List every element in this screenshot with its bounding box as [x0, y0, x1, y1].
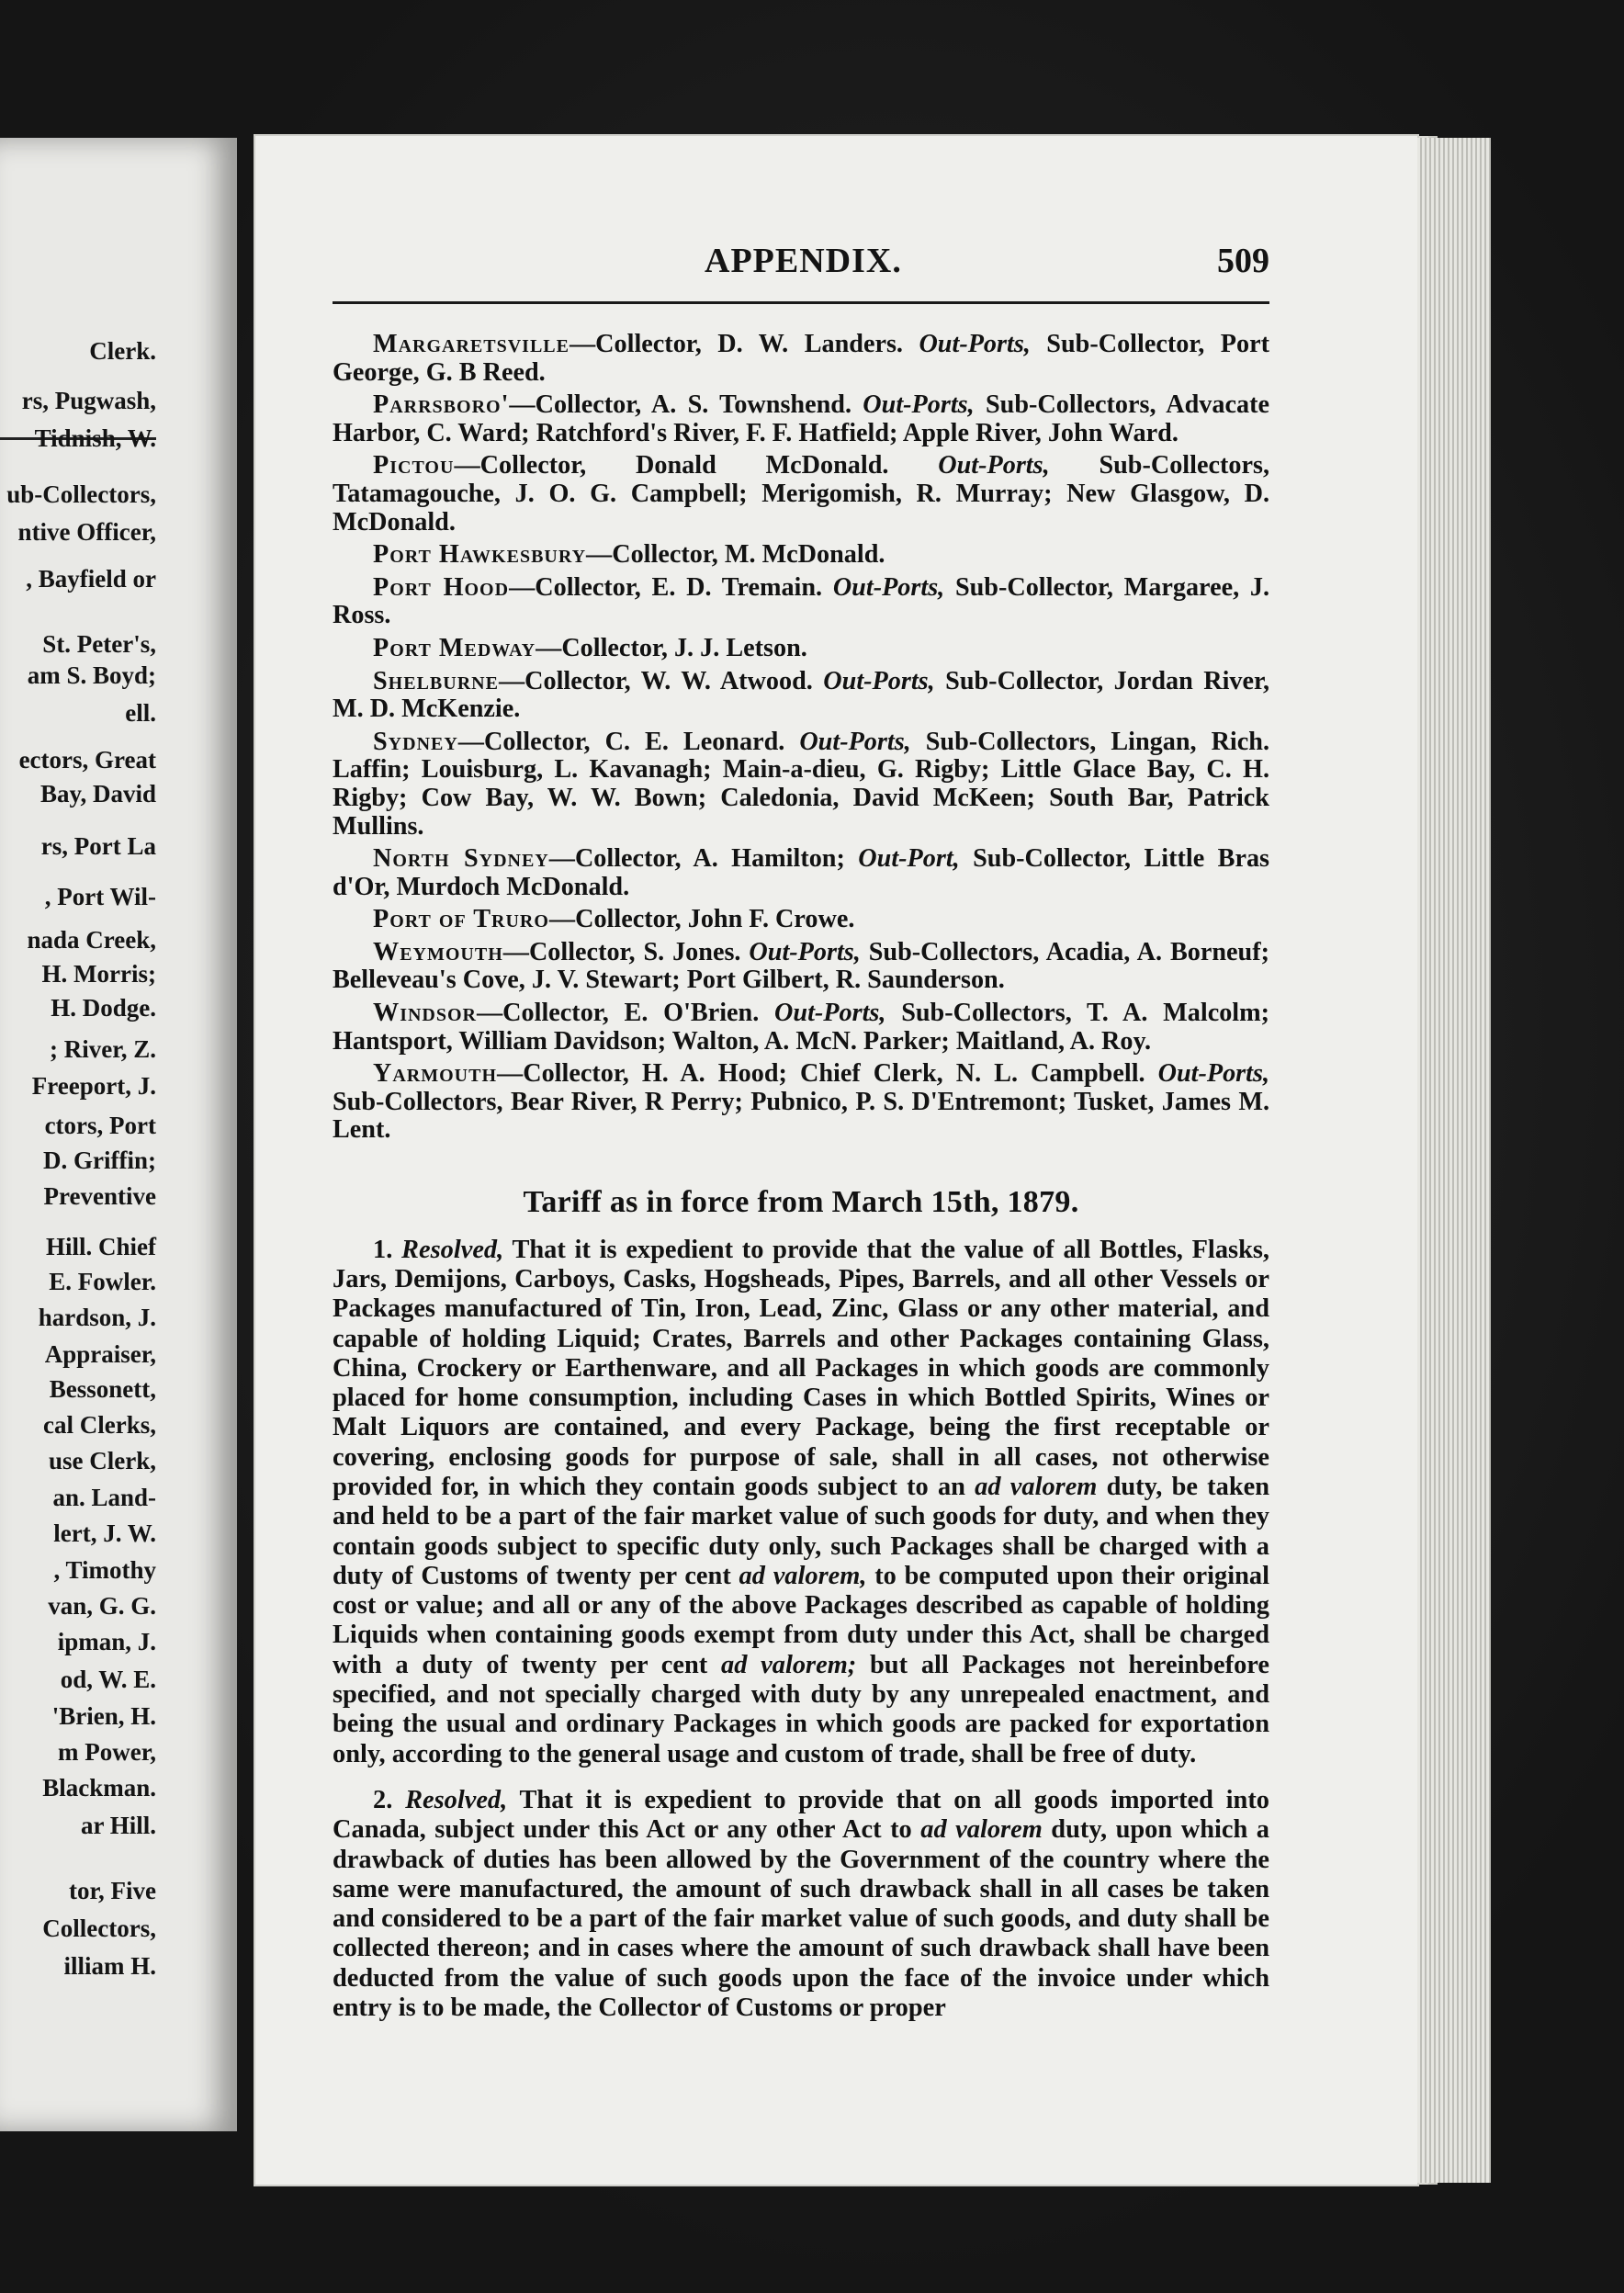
- collector-text: —Collector, S. Jones.: [502, 937, 750, 966]
- collector-entry: [333, 541, 1269, 570]
- running-head: APPENDIX.: [705, 242, 902, 280]
- left-page-line: Tidnish, W.: [34, 424, 156, 452]
- left-page-line: m Power,: [58, 1737, 156, 1766]
- collector-entry: [333, 452, 1269, 537]
- left-page-line: 'Brien, H.: [51, 1701, 156, 1730]
- outports-label: Out-Ports,: [823, 666, 935, 695]
- collector-text: —Collector, W. W. Atwood.: [498, 666, 824, 695]
- left-page-line: ell.: [125, 699, 156, 728]
- sub-collectors-text: Sub-Collectors, Acadia, A. Borneuf; Belleveau's Cove, J. V. Stewart; Port Gilbert, R. Saunderson.: [333, 937, 1269, 995]
- resolution-number: 2.: [373, 1785, 406, 1814]
- collector-text: —Collector, H. A. Hood; Chief Clerk, N. L. Campbell.: [497, 1059, 1158, 1089]
- page-body: [333, 331, 1269, 2039]
- outports-label: Out-Ports,: [938, 451, 1050, 480]
- collector-text: —Collector, A. S. Townshend.: [509, 390, 863, 420]
- collector-entry: [333, 635, 1269, 663]
- resolution-paragraph: [333, 1236, 1269, 1769]
- port-name: Pictou: [373, 451, 455, 480]
- left-page-line: Bay, David: [39, 780, 156, 808]
- port-name: Margaretsville: [373, 330, 570, 358]
- port-name: Port of Truro: [373, 905, 549, 934]
- left-page-line: ipman, J.: [57, 1628, 156, 1656]
- collector-text: —Collector, A. Hamilton;: [548, 844, 859, 874]
- left-page-line: cal Clerks,: [43, 1411, 156, 1439]
- left-page-line: Collectors,: [42, 1915, 156, 1943]
- left-page-line: , Port Wil-: [44, 883, 156, 911]
- resolution-paragraph: [333, 1786, 1269, 2023]
- collector-text: —Collector, M. McDonald.: [586, 540, 885, 570]
- sub-collectors-text: Sub-Collector, Little Bras d'Or, Murdoch McDonald.: [333, 844, 1270, 901]
- resolution-text: to be computed upon their original cost or value; and all or any of the above Packages described as capable of holding Liquids when containing goods exempt from duty under this Act, shall be charged with a duty of twenty per cent: [333, 1561, 1269, 1679]
- left-page-line: Hill. Chief: [46, 1233, 156, 1261]
- left-page-line: lert, J. W.: [53, 1519, 156, 1548]
- port-name: Sydney: [373, 727, 458, 756]
- collector-text: —Collector, E. O'Brien.: [476, 999, 775, 1028]
- resolved-label: Resolved,: [401, 1235, 504, 1264]
- collector-entry: [333, 1060, 1269, 1145]
- left-page-line: ctors, Port: [44, 1111, 156, 1139]
- left-page-line: od, W. E.: [60, 1666, 156, 1694]
- collector-entry: [333, 391, 1269, 447]
- outports-label: Out-Ports,: [863, 390, 975, 420]
- left-page-line: Clerk.: [89, 337, 156, 366]
- port-name: Parrsboro': [373, 390, 510, 420]
- italic-term: ad valorem,: [739, 1561, 867, 1590]
- sub-collectors-text: Sub-Collector, Margaree, J. Ross.: [333, 572, 1269, 630]
- left-page-line: nada Creek,: [27, 926, 156, 954]
- resolution-text: duty, be taken and held to be a part of the fair market value of such goods for duty, and when they contain goods subject to specific duty only, such Packages shall be charged with a duty of Customs of twenty per cent: [333, 1473, 1269, 1590]
- collector-entry: [333, 331, 1269, 387]
- italic-term: ad valorem: [920, 1815, 1043, 1845]
- left-page-line: Preventive: [43, 1182, 156, 1211]
- collector-entries: [333, 331, 1269, 1145]
- resolution-text: duty, upon which a drawback of duties has been allowed by the Government of the country where the same were manufactured, the amount of such drawback shall in all cases be taken and considered to be a part of the fair market value of such goods, and duty shall be collected thereon; and in cases where the amount of such drawback shall have been deducted from the value of such goods upon the face of the invoice under which entry is to be made, the Collector of Customs or proper: [333, 1815, 1269, 2023]
- resolution-text: That it is expedient to provide that on all goods imported into Canada, subject under this Act or any other Act to: [333, 1785, 1269, 1845]
- italic-term: ad valorem: [975, 1473, 1098, 1501]
- left-page-line: Blackman.: [42, 1774, 156, 1802]
- collector-text: —Collector, C. E. Leonard.: [457, 727, 800, 756]
- collector-text: —Collector, John F. Crowe.: [548, 905, 855, 934]
- outports-label: Out-Ports,: [774, 999, 886, 1028]
- outports-label: Out-Ports,: [832, 572, 945, 602]
- left-page-line: Freeport, J.: [31, 1072, 156, 1101]
- sub-collectors-text: Sub-Collectors, Advacate Harbor, C. Ward; Ratchford's River, F. F. Hatfield; Apple River, John Ward.: [333, 390, 1269, 447]
- sub-collectors-text: Sub-Collectors, Tatamagouche, J. O. G. Campbell; Merigomish, R. Murray; New Glasgow, D. McDonald.: [333, 451, 1270, 537]
- collector-entry: [333, 906, 1269, 934]
- left-page-line: ar Hill.: [80, 1812, 156, 1840]
- left-page-line: ; River, Z.: [50, 1034, 156, 1063]
- collector-entry: [333, 668, 1269, 724]
- collector-text: —Collector, D. W. Landers.: [569, 330, 919, 358]
- left-page-text: [0, 138, 156, 2131]
- collector-entry: [333, 939, 1269, 995]
- port-name: Shelburne: [373, 666, 499, 695]
- sub-collectors-text: Sub-Collectors, Bear River, R Perry; Pubnico, P. S. D'Entremont; Tusket, James M. Lent.: [333, 1087, 1269, 1145]
- left-page-line: H. Dodge.: [51, 994, 156, 1022]
- left-page-line: tor, Five: [69, 1877, 156, 1905]
- page-edges: [1417, 138, 1491, 2183]
- left-page-line: D. Griffin;: [43, 1146, 156, 1174]
- collector-text: —Collector, E. D. Tremain.: [509, 572, 833, 602]
- left-page-line: ub-Collectors,: [6, 480, 156, 509]
- left-page-line: am S. Boyd;: [27, 661, 156, 690]
- left-page-line: an. Land-: [52, 1483, 156, 1511]
- page-header: [333, 241, 1269, 296]
- outports-label: Out-Ports,: [919, 330, 1031, 358]
- left-page-line: St. Peter's,: [42, 629, 156, 658]
- outports-label: Out-Ports,: [749, 937, 861, 966]
- left-page-line: rs, Port La: [40, 832, 156, 860]
- collector-text: —Collector, J. J. Letson.: [536, 633, 807, 662]
- port-name: Port Hawkesbury: [373, 540, 587, 570]
- port-name: Yarmouth: [373, 1059, 498, 1089]
- left-page-line: van, G. G.: [48, 1591, 156, 1620]
- outports-label: Out-Ports,: [799, 727, 911, 756]
- sub-collectors-text: Sub-Collectors, T. A. Malcolm; Hantsport, William Davidson; Walton, A. McN. Parker; Maitland, A. Roy.: [333, 999, 1269, 1056]
- collector-text: —Collector, Donald McDonald.: [454, 451, 939, 480]
- left-page-line: E. Fowler.: [49, 1268, 156, 1296]
- collector-entry: [333, 574, 1269, 630]
- resolved-label: Resolved,: [405, 1785, 508, 1814]
- left-page-line: rs, Pugwash,: [21, 386, 156, 414]
- left-page-line: ectors, Great: [18, 745, 156, 774]
- left-page-line: ntive Officer,: [17, 518, 156, 547]
- left-page-line: hardson, J.: [38, 1304, 156, 1332]
- port-name: Port Medway: [373, 633, 536, 662]
- left-page-line: use Clerk,: [49, 1447, 156, 1475]
- resolution-number: 1.: [373, 1235, 402, 1264]
- resolution-text: but all Packages not hereinbefore specified, and not specially charged with duty by any unrepealed enactment, and being the usual and ordinary Packages in which goods are packed for exportation only, according to the general usage and custom of trade, shall be free of duty.: [333, 1650, 1269, 1768]
- outports-label: Out-Ports,: [1157, 1059, 1269, 1089]
- outports-label: Out-Port,: [858, 844, 960, 874]
- left-page-line: Bessonett,: [49, 1374, 156, 1403]
- port-name: Port Hood: [373, 572, 510, 602]
- sub-collectors-text: Sub-Collector, Port George, G. B Reed.: [333, 330, 1269, 387]
- port-name: Windsor: [373, 999, 477, 1028]
- left-page-line: , Timothy: [53, 1555, 156, 1584]
- port-name: North Sydney: [373, 844, 549, 874]
- collector-entry: [333, 729, 1269, 841]
- sub-collectors-text: Sub-Collector, Jordan River, M. D. McKenzie.: [333, 666, 1269, 724]
- left-page-line: Appraiser,: [44, 1339, 156, 1368]
- italic-term: ad valorem;: [721, 1650, 857, 1679]
- sub-collectors-text: Sub-Collectors, Lingan, Rich. Laffin; Louisburg, L. Kavanagh; Main-a-dieu, G. Rigby; Little Glace Bay, C. H. Rigby; Cow Bay, W. W. Bown; Caledonia, David McKeen; South Bar, Patrick Mullins.: [333, 727, 1269, 841]
- resolution-text: That it is expedient to provide that the value of all Bottles, Flasks, Jars, Demijons, Carboys, Casks, Hogsheads, Pipes, Barrels, and all other Vessels or Packages manufactured of Tin, Iron, Lead, Zinc, Glass or any other material, and capable of holding Liquid; Crates, Barrels and other Packages containing Glass, China, Crockery or Earthenware, and all Packages in which goods are commonly placed for home consumption, including Cases in which Bottled Spirits, Wines or Malt Liquors are contained, and every Package, being the first receptable or covering, enclosing goods for purpose of sale, shall in all cases, not otherwise provided for, in which they contain goods subject to an: [333, 1235, 1270, 1501]
- tariff-resolutions: [333, 1236, 1269, 2024]
- tariff-title: Tariff as in force from March 15th, 1879.: [523, 1185, 1079, 1220]
- left-page-line: , Bayfield or: [26, 564, 156, 593]
- collector-entry: [333, 1000, 1269, 1056]
- collector-entry: [333, 845, 1269, 901]
- left-page-line: H. Morris;: [41, 959, 156, 988]
- left-facing-page: [0, 138, 237, 2131]
- page-number: 509: [1217, 242, 1269, 280]
- port-name: Weymouth: [373, 937, 503, 966]
- left-page-line: illiam H.: [63, 1952, 156, 1981]
- header-rule: [333, 301, 1269, 304]
